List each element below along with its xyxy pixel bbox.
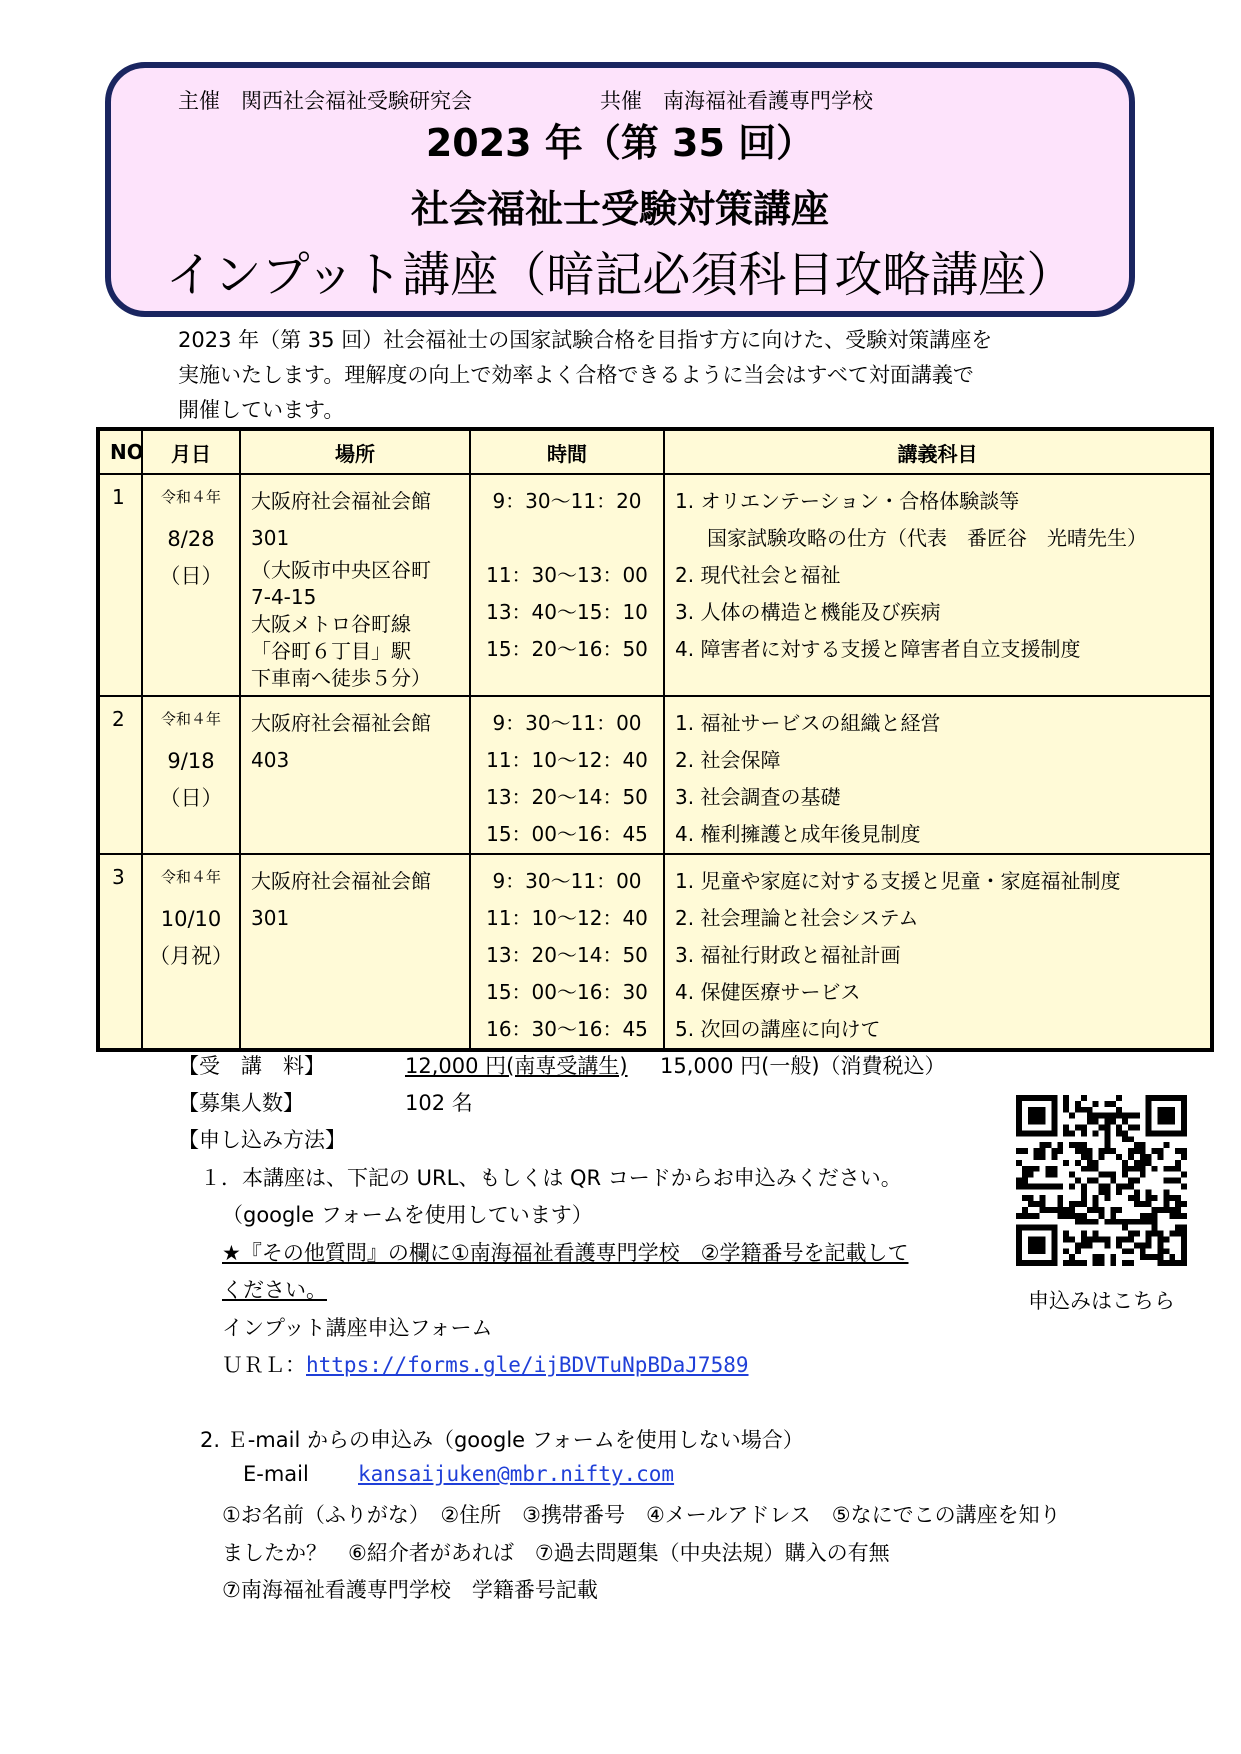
url-row [222,1349,749,1379]
subject-item: 2. 社会保障 [675,748,781,772]
session-day: （月祝） [149,944,233,968]
subject-cell [664,474,1212,696]
time-slot: 11：10～12：40 [486,906,648,930]
subject-item: 3. 福祉行財政と福祉計画 [675,943,901,967]
row-number: 2 [98,696,142,854]
fee-label: 【受 講 料】 [178,1054,325,1078]
time-cell [470,474,664,696]
qr-code-icon[interactable] [1016,1095,1187,1266]
column-header-time: 時間 [470,429,664,474]
venue-access: 「谷町６丁目」駅 [251,639,411,663]
table-row [98,854,1212,1050]
email-link[interactable]: kansaijuken@mbr.nifty.com [358,1462,675,1486]
subject-item: 5. 次回の講座に向けて [675,1017,881,1041]
time-slot-blank [471,520,663,557]
row-number: 3 [98,854,142,1050]
venue-address: 7-4-15 [251,585,317,609]
email-row [358,1462,674,1486]
era-label: 令和４年 [160,488,221,506]
table-row [98,474,1212,696]
column-header-date: 月日 [142,429,240,474]
era-label: 令和４年 [160,868,221,886]
apply-method-1: １．本講座は、下記の URL、もしくは QR コードからお申込みください。 [200,1166,902,1190]
venue-address: （大阪市中央区谷町 [251,558,431,582]
session-date: 10/10 [160,907,222,931]
title-course: 社会福祉士受験対策講座 [410,187,829,231]
apply-method-2: 2. Ｅ-mail からの申込み（google フォームを使用しない場合） [200,1428,804,1452]
date-cell [142,696,240,854]
email-label: E-mail [243,1462,309,1486]
url-label: ＵＲＬ： [222,1353,306,1377]
date-cell [142,474,240,696]
subject-item: 3. 人体の構造と機能及び疾病 [675,600,941,624]
qr-caption: 申込みはこちら [1028,1289,1175,1313]
venue-access: 大阪メトロ谷町線 [251,612,411,636]
capacity-value: 102 名 [405,1091,473,1115]
form-name: インプット講座申込フォーム [222,1316,493,1340]
subject-item: 1. 福祉サービスの組織と経営 [675,711,941,735]
subject-item: 4. 障害者に対する支援と障害者自立支援制度 [675,637,1081,661]
column-header-subject: 講義科目 [664,429,1212,474]
apply-label: 【申し込み方法】 [178,1128,346,1152]
intro-line: 2023 年（第 35 回）社会福祉士の国家試験合格を目指す方に向けた、受験対策講座を [178,328,993,352]
subject-cell [664,696,1212,854]
schedule-table [96,427,1214,1052]
subject-item: 4. 保健医療サービス [675,980,861,1004]
session-date: 9/18 [167,749,215,773]
cohost-organization: 共催 南海福祉看護専門学校 [600,89,873,113]
venue-room: 301 [251,526,290,550]
required-fields: ①お名前（ふりがな） ②住所 ③携帯番号 ④メールアドレス ⑤なにでこの講座を知り [222,1503,1061,1527]
time-slot: 11：10～12：40 [486,748,648,772]
venue-room: 301 [251,906,290,930]
intro-line: 開催しています。 [178,398,345,422]
title-year: 2023 年（第 35 回） [425,121,815,165]
subject-cell [664,854,1212,1050]
fee-general: 15,000 円(一般)（消費税込） [660,1054,946,1078]
venue-name: 大阪府社会福祉会館 [251,711,431,735]
time-slot: 9：30～11：20 [492,489,642,513]
apply-notice: ★『その他質問』の欄に①南海福祉看護専門学校 ②学籍番号を記載して [222,1241,909,1265]
column-header-venue: 場所 [240,429,470,474]
subject-item: 1. オリエンテーション・合格体験談等 [675,489,1020,513]
date-cell [142,854,240,1050]
venue-name: 大阪府社会福祉会館 [251,869,431,893]
venue-access: 下車南へ徒歩５分） [251,666,431,690]
capacity-label: 【募集人数】 [178,1091,304,1115]
host-organization: 主催 関西社会福祉受験研究会 [178,89,472,113]
venue-cell [240,696,470,854]
time-slot: 9：30～11：00 [492,711,642,735]
required-fields: ましたか？ ⑥紹介者があれば ⑦過去問題集（中央法規）購入の有無 [222,1541,890,1565]
title-subcourse: インプット講座（暗記必須科目攻略講座） [165,247,1075,303]
apply-method-1-note: （google フォームを使用しています） [222,1203,593,1227]
subject-item: 3. 社会調査の基礎 [675,785,841,809]
session-date: 8/28 [167,527,215,551]
venue-cell [240,474,470,696]
subject-item: 2. 現代社会と福祉 [675,563,841,587]
time-slot: 11：30～13：00 [486,563,648,587]
venue-room: 403 [251,748,290,772]
time-slot: 13：20～14：50 [486,785,648,809]
row-number: 1 [98,474,142,696]
subject-item: 国家試験攻略の仕方（代表 番匠谷 光晴先生） [707,526,1147,550]
time-slot: 15：20～16：50 [486,637,648,661]
venue-name: 大阪府社会福祉会館 [251,489,431,513]
fee-student: 12,000 円(南専受講生) [405,1054,628,1078]
subject-item: 2. 社会理論と社会システム [675,906,919,930]
time-slot: 13：20～14：50 [486,943,648,967]
session-day: （日） [159,564,223,588]
required-fields: ⑦南海福祉看護専門学校 学籍番号記載 [222,1578,598,1602]
table-row [98,696,1212,854]
time-slot: 15：00～16：45 [486,822,648,846]
time-slot: 9：30～11：00 [492,869,642,893]
form-url-link[interactable]: https://forms.gle/ijBDVTuNpBDaJ7589 [306,1353,749,1377]
column-header-no: NO [98,429,142,474]
time-slot: 16：30～16：45 [486,1017,648,1041]
session-day: （日） [159,786,223,810]
subject-item: 1. 児童や家庭に対する支援と児童・家庭福祉制度 [675,869,1121,893]
subject-item: 4. 権利擁護と成年後見制度 [675,822,921,846]
intro-line: 実施いたします。理解度の向上で効率よく合格できるように当会はすべて対面講義で [178,363,974,387]
intro-paragraph [178,323,1138,428]
time-slot: 13：40～15：10 [486,600,648,624]
time-cell [470,854,664,1050]
table-header-row [98,429,1212,474]
time-slot: 15：00～16：30 [486,980,648,1004]
time-cell [470,696,664,854]
apply-notice: ください。 [222,1278,327,1302]
venue-cell [240,854,470,1050]
era-label: 令和４年 [160,710,221,728]
